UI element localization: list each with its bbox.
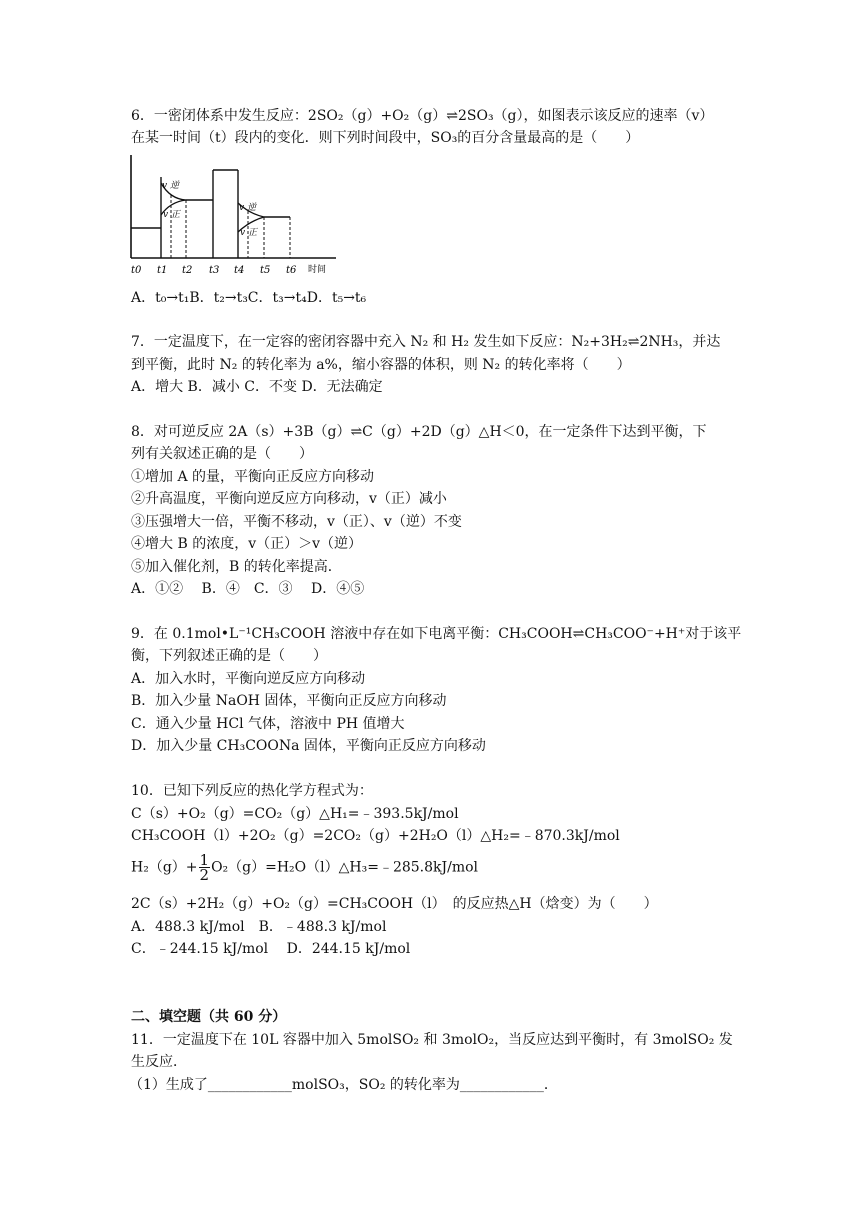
q8-options: A．①② B．④ C．③ D．④⑤ xyxy=(131,581,365,597)
q9-option-d: D．加入少量 CH₃COONa 固体，平衡向正反应方向移动 xyxy=(131,738,486,754)
q8-item-2: ②升高温度，平衡向逆反应方向移动，v（正）减小 xyxy=(131,491,447,507)
fraction-denominator: 2 xyxy=(199,866,210,884)
q7-stem-line1: 7．一定温度下，在一定容的密闭容器中充入 N₂ 和 H₂ 发生如下反应：N₂+3H₂⇌2NH₃，并达 xyxy=(131,334,721,350)
q7-options: A．增大 B．减小 C．不变 D．无法确定 xyxy=(131,379,383,395)
tick-t2: t2 xyxy=(182,265,193,276)
q10-options-cd: C．﹣244.15 kJ/mol D．244.15 kJ/mol xyxy=(131,941,411,957)
tick-t1: t1 xyxy=(157,265,168,276)
q8-item-5: ⑤加入催化剂，B 的转化率提高． xyxy=(131,559,342,575)
tick-t0: t0 xyxy=(131,265,142,276)
q8-item-3: ③压强增大一倍，平衡不移动，v（正）、v（逆）不变 xyxy=(131,514,462,530)
label-v-fwd-2: v 正 xyxy=(240,228,257,238)
q6-stem-line2: 在某一时间（t）段内的变化．则下列时间段中，SO₃的百分含量最高的是（ ） xyxy=(131,130,640,146)
q11-subquestion-1: （1）生成了____________molSO₃，SO₂ 的转化率为____________． xyxy=(129,1077,558,1093)
x-axis-label: 时间 xyxy=(308,265,327,275)
q6-options: A．t₀→t₁B．t₂→t₃C．t₃→t₄D．t₅→t₆ xyxy=(131,290,367,306)
label-v-rev-1: v 逆 xyxy=(162,181,179,191)
label-v-rev-2: v 逆 xyxy=(239,203,256,213)
fraction-numerator: 1 xyxy=(199,851,210,869)
q10-question: 2C（s）+2H₂（g）+O₂（g）=CH₃COOH（l） 的反应热△H（焓变）为（ ） xyxy=(131,896,658,912)
tick-t4: t4 xyxy=(234,265,245,276)
one-half-fraction xyxy=(199,853,211,882)
q10-stem: 10．已知下列反应的热化学方程式为： xyxy=(131,783,373,799)
q8-stem-line1: 8．对可逆反应 2A（s）+3B（g）⇌C（g）+2D（g）△H＜0，在一定条件下达到平衡，下 xyxy=(131,424,707,440)
q8-stem-line2: 列有关叙述正确的是（ ） xyxy=(131,446,313,462)
tick-t3: t3 xyxy=(209,265,220,276)
q10-equation-3 xyxy=(131,853,478,882)
q11-stem-line1: 11．一定温度下在 10L 容器中加入 5molSO₂ 和 3molO₂，当反应达到平衡时，有 3molSO₂ 发 xyxy=(131,1032,733,1048)
q9-option-b: B．加入少量 NaOH 固体，平衡向正反应方向移动 xyxy=(131,693,447,709)
q9-option-a: A．加入水时，平衡向逆反应方向移动 xyxy=(131,671,366,687)
q10-eq3-suffix: O₂（g）=H₂O（l）△H₃=﹣285.8kJ/mol xyxy=(211,859,479,876)
q10-options-ab: A．488.3 kJ/mol B．﹣488.3 kJ/mol xyxy=(131,919,387,935)
rate-time-graph xyxy=(128,155,338,283)
q9-stem-line1: 9．在 0.1mol•L⁻¹CH₃COOH 溶液中存在如下电离平衡：CH₃COOH⇌CH₃COO⁻+H⁺对于该平 xyxy=(131,626,742,642)
section-heading: 二、填空题（共 60 分） xyxy=(131,1009,287,1025)
tick-t5: t5 xyxy=(260,265,271,276)
q10-equation-1: C（s）+O₂（g）=CO₂（g）△H₁=﹣393.5kJ/mol xyxy=(131,806,459,822)
q8-item-4: ④增大 B 的浓度，v（正）＞v（逆） xyxy=(131,536,363,552)
q10-equation-2: CH₃COOH（l）+2O₂（g）=2CO₂（g）+2H₂O（l）△H₂=﹣870.3kJ/mol xyxy=(131,828,620,844)
q11-stem-line2: 生反应． xyxy=(131,1054,187,1070)
q8-item-1: ①增加 A 的量，平衡向正反应方向移动 xyxy=(131,469,375,485)
q7-stem-line2: 到平衡，此时 N₂ 的转化率为 a%，缩小容器的体积，则 N₂ 的转化率将（ ） xyxy=(131,357,631,373)
q6-stem-line1: 6．一密闭体系中发生反应：2SO₂（g）+O₂（g）⇌2SO₃（g），如图表示该反应的速率（v） xyxy=(131,108,714,124)
q9-option-c: C．通入少量 HCl 气体，溶液中 PH 值增大 xyxy=(131,716,405,732)
q10-eq3-prefix: H₂（g）+ xyxy=(131,859,198,876)
tick-t6: t6 xyxy=(286,265,297,276)
label-v-fwd-1: v 正 xyxy=(163,210,180,220)
q9-stem-line2: 衡，下列叙述正确的是（ ） xyxy=(131,648,327,664)
